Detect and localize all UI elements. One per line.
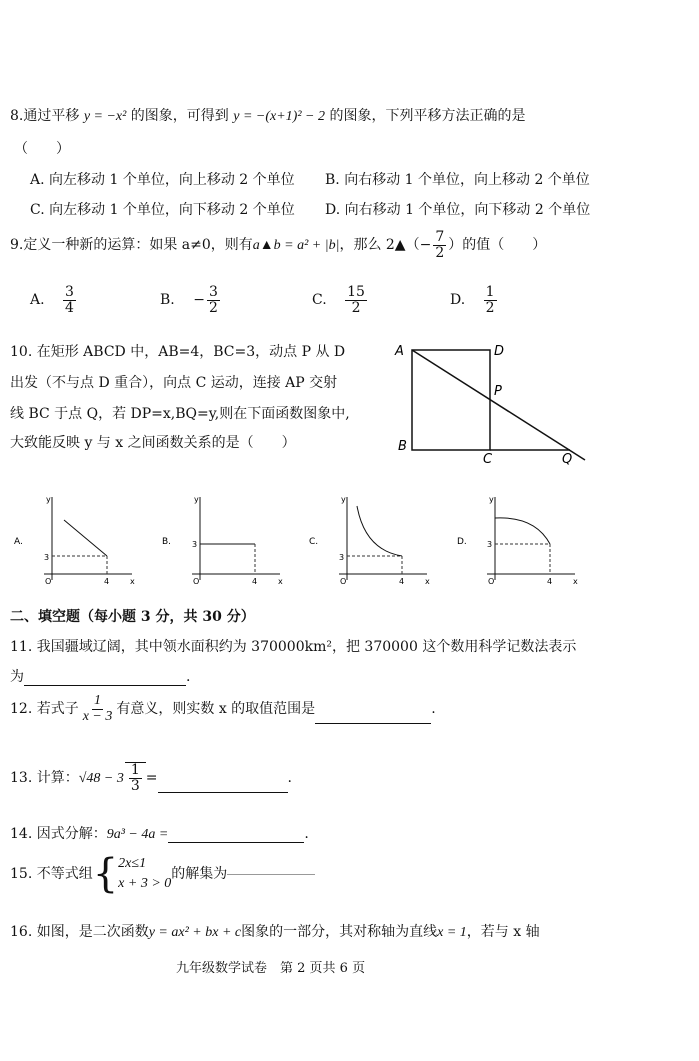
svg-text:x: x bbox=[573, 577, 578, 586]
svg-text:x: x bbox=[130, 577, 135, 586]
svg-text:4: 4 bbox=[104, 577, 110, 586]
svg-text:y: y bbox=[46, 495, 51, 504]
q8-formula-2: y = −(x+1)² − 2 bbox=[233, 109, 325, 124]
q12-answer-blank[interactable] bbox=[315, 723, 431, 724]
rectangle-abcd bbox=[412, 350, 490, 450]
svg-text:3: 3 bbox=[339, 553, 345, 562]
q9-fraction: $\frac{7}{2}$ bbox=[435, 229, 445, 261]
q8-option-c: C. 向左移动 1 个单位，向下移动 2 个单位 bbox=[30, 202, 295, 218]
q10-graph-b bbox=[160, 492, 285, 587]
label-c: C bbox=[483, 452, 493, 465]
svg-text:A.: A. bbox=[14, 537, 23, 547]
q9-option-c: C. $\frac{15}{2}$ bbox=[312, 284, 365, 316]
svg-text:y: y bbox=[341, 495, 346, 504]
q11-line-1: 11. 我国疆域辽阔，其中领水面积约为 370000km²，把 370000 这个数用科学记数法表示 bbox=[10, 639, 577, 655]
q9-option-d: D. $\frac{1}{2}$ bbox=[450, 284, 495, 316]
q8-option-a: A. 向左移动 1 个单位，向上移动 2 个单位 bbox=[30, 172, 295, 188]
q9-formula: a▲b = a² + |b| bbox=[252, 238, 340, 254]
svg-text:x: x bbox=[278, 577, 283, 586]
q13-answer-blank[interactable] bbox=[158, 792, 288, 793]
label-d: D bbox=[494, 344, 505, 359]
label-a: A bbox=[395, 344, 404, 359]
q9-stem: 9.定义一种新的运算：如果 a≠0，则有a▲b = a² + |b|，那么 2▲（− $\frac{7}{2}$ ）的值（ ） bbox=[10, 229, 547, 261]
line-ap-extended bbox=[412, 350, 585, 460]
q14-stem: 14. 因式分解：9a³ − 4a = . bbox=[10, 826, 309, 842]
q11-answer-blank[interactable] bbox=[24, 685, 186, 686]
graph-c-curve bbox=[357, 506, 402, 556]
q9-option-b: B. − $\frac{3}{2}$ bbox=[160, 284, 218, 316]
svg-text:x: x bbox=[425, 577, 430, 586]
svg-text:3: 3 bbox=[44, 553, 50, 562]
q14-answer-blank[interactable] bbox=[168, 842, 304, 843]
svg-text:4: 4 bbox=[547, 577, 553, 586]
svg-text:y: y bbox=[489, 495, 494, 504]
q8-formula-1: y = −x² bbox=[83, 109, 127, 124]
q9-option-a: A. $\frac{3}{4}$ bbox=[30, 284, 74, 316]
q15-answer-blank[interactable] bbox=[227, 874, 315, 875]
svg-text:O: O bbox=[488, 577, 495, 586]
section-2-title: 二、填空题（每小题 3 分，共 30 分） bbox=[10, 609, 255, 625]
q13-stem: 13. 计算：√48 − 3 $\frac{1}{3}$ = . bbox=[10, 762, 292, 794]
svg-text:y: y bbox=[194, 495, 199, 504]
svg-text:3: 3 bbox=[192, 540, 198, 549]
svg-text:O: O bbox=[45, 577, 52, 586]
svg-text:3: 3 bbox=[487, 540, 493, 549]
q10-graph-c bbox=[307, 492, 432, 587]
graph-d-curve bbox=[495, 518, 550, 544]
svg-text:O: O bbox=[193, 577, 200, 586]
q8-stem: 8.通过平移 y = −x² 的图象，可得到 y = −(x+1)² − 2 的图象，下列平移方法正确的是 bbox=[10, 108, 526, 124]
q15-brace: { bbox=[92, 851, 119, 897]
q10-rectangle-figure bbox=[390, 335, 600, 465]
q10-line-4: 大致能反映 y 与 x 之间函数关系的是（ ） bbox=[10, 435, 296, 451]
graph-a-line bbox=[64, 520, 107, 556]
label-p: P bbox=[494, 384, 502, 399]
q12-fraction: $\frac{1}{x - 3}$ bbox=[82, 693, 113, 724]
q8-option-d: D. 向右移动 1 个单位，向下移动 2 个单位 bbox=[325, 202, 591, 218]
q10-graph-a bbox=[12, 492, 137, 587]
q16-stem: 16. 如图，是二次函数y = ax² + bx + c图象的一部分，其对称轴为直线x = 1，若与 x 轴 bbox=[10, 924, 540, 940]
q11-line-2: 为 . bbox=[10, 669, 191, 685]
svg-text:4: 4 bbox=[252, 577, 258, 586]
page-footer: 九年级数学试卷 第 2 页共 6 页 bbox=[176, 961, 366, 976]
svg-text:4: 4 bbox=[399, 577, 405, 586]
svg-text:D.: D. bbox=[457, 537, 467, 547]
q10-line-1: 10. 在矩形 ABCD 中，AB=4，BC=3，动点 P 从 D bbox=[10, 344, 346, 360]
q10-graph-d bbox=[455, 492, 580, 587]
q8-answer-paren: （ ） bbox=[14, 141, 70, 157]
q10-line-2: 出发（不与点 D 重合），向点 C 运动，连接 AP 交射 bbox=[10, 375, 338, 391]
q12-stem: 12. 若式子 $\frac{1}{x - 3}$ 有意义，则实数 x 的取值范围是 . bbox=[10, 693, 436, 724]
q8-option-b: B. 向右移动 1 个单位，向上移动 2 个单位 bbox=[325, 172, 590, 188]
label-b: B bbox=[398, 439, 407, 454]
q15-stem: 15. 不等式组{ 2x≤1 x + 3 > 0 的解集为 bbox=[10, 854, 315, 894]
svg-text:O: O bbox=[340, 577, 347, 586]
q15-inequality-system: 2x≤1 x + 3 > 0 bbox=[118, 856, 172, 891]
q10-line-3: 线 BC 于点 Q，若 DP=x,BQ=y,则在下面函数图象中, bbox=[10, 406, 350, 422]
svg-text:B.: B. bbox=[162, 537, 172, 547]
svg-text:C.: C. bbox=[309, 537, 319, 547]
label-q: Q bbox=[562, 452, 573, 465]
